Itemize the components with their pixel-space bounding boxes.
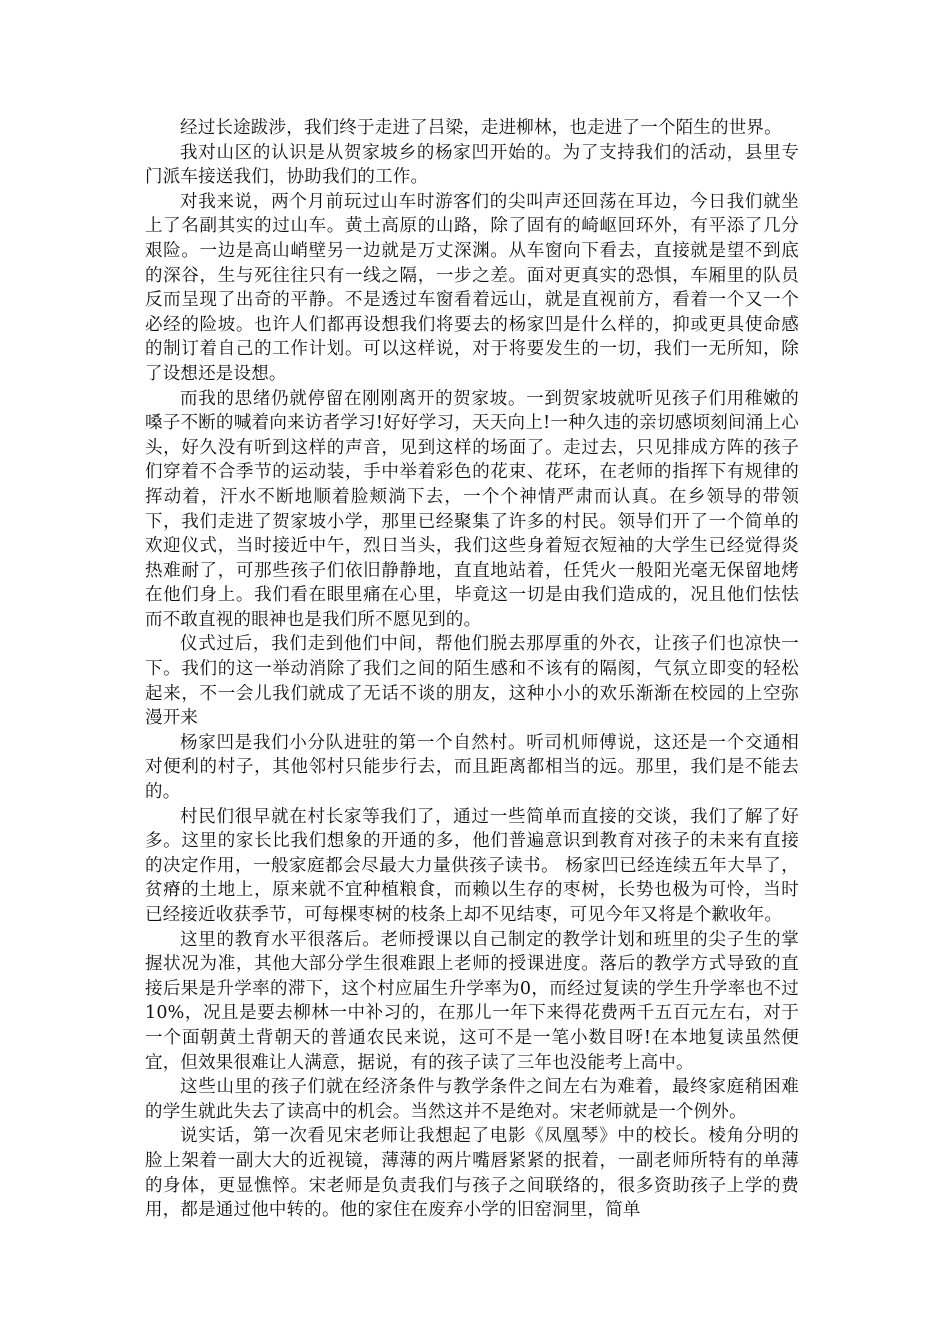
paragraph: 村民们很早就在村长家等我们了，通过一些简单而直接的交谈，我们了解了好多。这里的家长比我们想象的开通的多，他们普遍意识到教育对孩子的未来有直接的决定作用，一般家庭都会尽最大力量供孩子读书。 杨家凹已经连续五年大旱了，贫瘠的土地上，原来就不宜种植粮食，而赖以生存的枣树，长势也极为可怜，当时已经接近收获季节，可每棵枣树的枝条上却不见结枣，可见今年又将是个歉收年。: [145, 806, 799, 925]
paragraph: 说实话，第一次看见宋老师让我想起了电影《凤凰琴》中的校长。棱角分明的脸上架着一副大大的近视镜，薄薄的两片嘴唇紧紧的抿着，一副老师所特有的单薄的身体，更显憔悴。宋老师是负责我们与孩子之间联络的，很多资助孩子上学的费用，都是通过他中转的。他的家住在废弃小学的旧窑洞里，简单: [145, 1126, 799, 1221]
paragraph: 仪式过后，我们走到他们中间，帮他们脱去那厚重的外衣，让孩子们也凉快一下。我们的这一举动消除了我们之间的陌生感和不该有的隔阂，气氛立即变的轻松起来，不一会儿我们就成了无话不谈的朋友，这种小小的欢乐渐渐在校园的上空弥漫开来: [145, 634, 799, 729]
paragraph: 这些山里的孩子们就在经济条件与教学条件之间左右为难着，最终家庭稍困难的学生就此失去了读高中的机会。当然这并不是绝对。宋老师就是一个例外。: [145, 1077, 799, 1122]
paragraph: 我对山区的认识是从贺家坡乡的杨家凹开始的。为了支持我们的活动，县里专门派车接送我们，协助我们的工作。: [145, 142, 799, 188]
document-body: [145, 116, 799, 1223]
paragraph: 而我的思绪仍就停留在刚刚离开的贺家坡。一到贺家坡就听见孩子们用稚嫩的嗓子不断的喊着向来访者学习!好好学习，天天向上!一种久违的亲切感顷刻间涌上心头，好久没有听到这样的声音，见到这样的场面了。走过去，只见排成方阵的孩子们穿着不合季节的运动装，手中举着彩色的花束、花环，在老师的指挥下有规律的挥动着，汗水不断地顺着脸颊淌下去，一个个神情严肃而认真。在乡领导的带领下，我们走进了贺家坡小学，那里已经聚集了许多的村民。领导们开了一个简单的欢迎仪式，当时接近中午，烈日当头，我们这些身着短衣短袖的大学生已经觉得炎热难耐了，可那些孩子们依旧静静地，直直地站着，任凭火一般阳光毫无保留地烤在他们身上。我们看在眼里痛在心里，毕竟这一切是由我们造成的，况且他们怯怯而不敢直视的眼神也是我们所不愿见到的。: [145, 388, 799, 630]
paragraph: 经过长途跋涉，我们终于走进了吕梁，走进柳林，也走进了一个陌生的世界。: [180, 118, 782, 138]
paragraph: 杨家凹是我们小分队进驻的第一个自然村。听司机师傅说，这还是一个交通相对便利的村子，其他邻村只能步行去，而且距离都相当的远。那里，我们是不能去的。: [145, 732, 799, 803]
paragraph: 这里的教育水平很落后。老师授课以自己制定的教学计划和班里的尖子生的掌握状况为准，其他大部分学生很难跟上老师的授课进度。落后的教学方式导致的直接后果是升学率的滞下，这个村应届生升学率为0，而经过复读的学生升学率也不过10%，况且是要去柳林一中补习的，在那儿一年下来得花费两千五百元左右，对于一个面朝黄土背朝天的普通农民来说，这可不是一笔小数目呀!在本地复读虽然便宜，但效果很难让人满意，据说，有的孩子读了三年也没能考上高中。: [145, 929, 799, 1073]
paragraph: 对我来说，两个月前玩过山车时游客们的尖叫声还回荡在耳边，今日我们就坐上了名副其实的过山车。黄土高原的山路，除了固有的崎岖回环外，有平添了几分艰险。一边是高山峭壁另一边就是万丈深渊。从车窗向下看去，直接就是望不到底的深谷，生与死往往只有一线之隔，一步之差。面对更真实的恐惧，车厢里的队员反而呈现了出奇的平静。不是透过车窗看着远山，就是直视前方，看着一个又一个必经的险坡。也许人们都再设想我们将要去的杨家凹是什么样的，抑或更具使命感的制订着自己的工作计划。可以这样说，对于将要发生的一切，我们一无所知，除了设想还是设想。: [145, 191, 799, 384]
